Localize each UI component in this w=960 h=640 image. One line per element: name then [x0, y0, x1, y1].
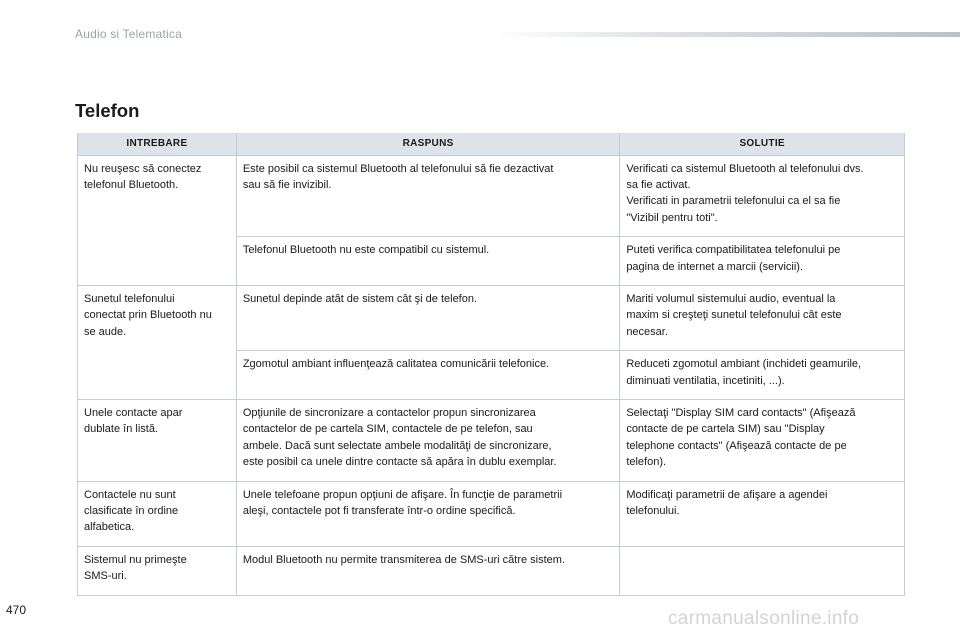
- answer-cell: Opţiunile de sincronizare a contactelor propun sincronizarea contactelor de pe cartela SIM, contactele de pe telefon, sau ambele. Dacă sunt selectate ambele modalităţi de sincronizare, este posibil ca unele dintre contacte să apăra în dublu exemplar.: [236, 399, 619, 481]
- solution-cell: Verificati ca sistemul Bluetooth al telefonului dvs. sa fie activat. Verificati in parametrii telefonului ca el sa fie "Vizibil pentru toti".: [620, 155, 905, 237]
- answer-cell: Sunetul depinde atât de sistem cât şi de telefon.: [236, 285, 619, 350]
- question-cell: Sistemul nu primeşte SMS-uri.: [78, 546, 237, 595]
- table-header-row: [78, 133, 905, 155]
- column-header-solution: SOLUTIE: [620, 133, 905, 155]
- question-cell: Sunetul telefonului conectat prin Bluetooth nu se aude.: [78, 285, 237, 399]
- faq-table: [77, 133, 905, 596]
- answer-cell: Este posibil ca sistemul Bluetooth al telefonului să fie dezactivat sau să fie invizibil.: [236, 155, 619, 237]
- question-cell: Unele contacte apar dublate în listă.: [78, 399, 237, 481]
- solution-cell: Selectaţi "Display SIM card contacts" (Afişează contacte de pe cartela SIM) sau "Display telephone contacts" (Afişează contacte de pe telefon).: [620, 399, 905, 481]
- solution-cell: Modificaţi parametrii de afişare a agendei telefonului.: [620, 481, 905, 546]
- table-row: [78, 399, 905, 481]
- solution-cell: Puteti verifica compatibilitatea telefonului pe pagina de internet a marcii (servicii).: [620, 237, 905, 286]
- table-row: [78, 285, 905, 350]
- solution-cell: Reduceti zgomotul ambiant (inchideti geamurile, diminuati ventilatia, incetiniti, ...).: [620, 351, 905, 400]
- answer-cell: Unele telefoane propun opţiuni de afişare. În funcţie de parametrii aleşi, contactele pot fi transferate într-o ordine specifică.: [236, 481, 619, 546]
- answer-cell: Zgomotul ambiant influenţează calitatea comunicării telefonice.: [236, 351, 619, 400]
- section-title: Telefon: [75, 100, 140, 121]
- chapter-title: Audio si Telematica: [75, 27, 182, 41]
- solution-cell: [620, 546, 905, 595]
- header-decoration-bar: [490, 32, 960, 37]
- solution-cell: Mariti volumul sistemului audio, eventual la maxim si creşteţi sunetul telefonului cât este necesar.: [620, 285, 905, 350]
- question-cell: Contactele nu sunt clasificate în ordine alfabetica.: [78, 481, 237, 546]
- watermark: carmanualsonline.info: [668, 608, 860, 629]
- table-row: [78, 546, 905, 595]
- table-row: [78, 481, 905, 546]
- column-header-question: INTREBARE: [78, 133, 237, 155]
- answer-cell: Modul Bluetooth nu permite transmiterea de SMS-uri către sistem.: [236, 546, 619, 595]
- column-header-answer: RASPUNS: [236, 133, 619, 155]
- question-cell: Nu reuşesc să conectez telefonul Bluetooth.: [78, 155, 237, 285]
- answer-cell: Telefonul Bluetooth nu este compatibil cu sistemul.: [236, 237, 619, 286]
- page-number: 470: [6, 603, 27, 617]
- table-row: [78, 155, 905, 237]
